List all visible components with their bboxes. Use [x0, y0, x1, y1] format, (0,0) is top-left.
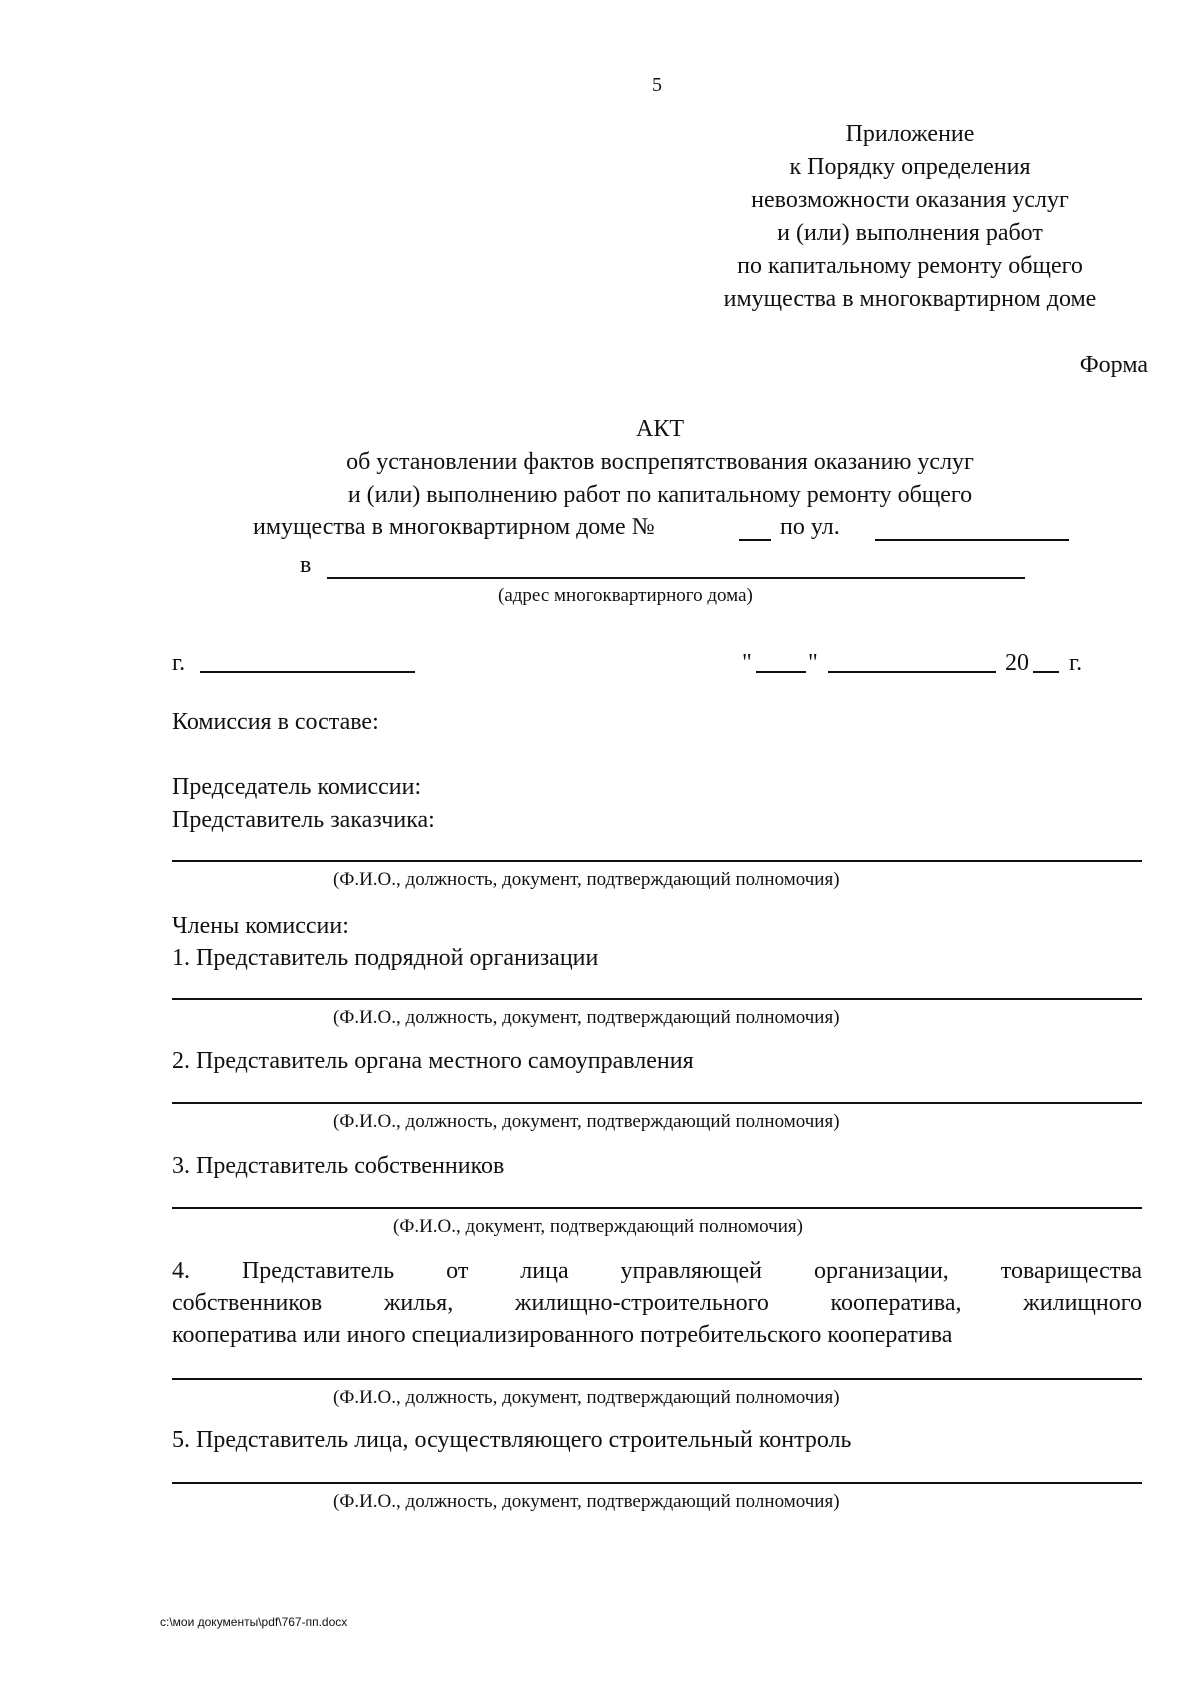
year-suffix: г.: [1069, 650, 1083, 676]
city-prefix: г.: [172, 650, 186, 676]
signature-hint: (Ф.И.О., должность, документ, подтверждающий полномочия): [333, 869, 840, 890]
act-title-line-house: имущества в многоквартирном доме №: [253, 514, 655, 540]
signature-hint-owners: (Ф.И.О., документ, подтверждающий полномочия): [393, 1216, 803, 1237]
member-5-blank[interactable]: [172, 1482, 1142, 1484]
address-blank[interactable]: [327, 577, 1025, 579]
chairman-label: Председатель комиссии:: [172, 774, 422, 800]
street-label: по ул.: [780, 514, 840, 540]
footer-file-path: c:\мои документы\pdf\767-пп.docx: [160, 1615, 348, 1629]
quote-close: ": [808, 650, 818, 676]
member-item-4-line: кооператива или иного специализированного потребительского кооператива: [172, 1322, 953, 1348]
house-number-blank[interactable]: [739, 539, 771, 541]
customer-rep-blank[interactable]: [172, 860, 1142, 862]
quote-open: ": [742, 650, 752, 676]
act-title-line: и (или) выполнению работ по капитальному ремонту общего: [347, 482, 973, 508]
customer-rep-label: Представитель заказчика:: [172, 807, 435, 833]
day-blank[interactable]: [756, 671, 806, 673]
page-number: 5: [652, 74, 662, 96]
city-blank[interactable]: [200, 671, 415, 673]
appendix-line: Приложение: [845, 121, 975, 147]
act-title: [200, 413, 1120, 512]
member-4-blank[interactable]: [172, 1378, 1142, 1380]
member-1-blank[interactable]: [172, 998, 1142, 1000]
appendix-line: по капитальному ремонту общего: [737, 253, 1083, 279]
act-heading: АКТ: [636, 416, 684, 442]
member-3-blank[interactable]: [172, 1207, 1142, 1209]
member-item-4-line: 4. Представитель от лица управляющей организации, товарищества: [172, 1258, 1142, 1284]
street-blank[interactable]: [875, 539, 1069, 541]
appendix-line: невозможности оказания услуг: [751, 187, 1069, 213]
form-label: Форма: [1079, 352, 1148, 378]
appendix-line: имущества в многоквартирном доме: [723, 286, 1097, 312]
member-item-1: 1. Представитель подрядной организации: [172, 945, 599, 971]
address-hint: (адрес многоквартирного дома): [498, 585, 753, 606]
city-in-label: в: [300, 552, 312, 578]
members-label: Члены комиссии:: [172, 913, 349, 939]
member-item-4-line: собственников жилья, жилищно-строительного кооператива, жилищного: [172, 1290, 1142, 1316]
member-item-5: 5. Представитель лица, осуществляющего строительный контроль: [172, 1427, 852, 1453]
act-title-line: об установлении фактов воспрепятствования оказанию услуг: [346, 449, 974, 475]
appendix-line: к Порядку определения: [789, 154, 1031, 180]
signature-hint: (Ф.И.О., должность, документ, подтверждающий полномочия): [333, 1491, 840, 1512]
signature-hint: (Ф.И.О., должность, документ, подтверждающий полномочия): [333, 1007, 840, 1028]
member-2-blank[interactable]: [172, 1102, 1142, 1104]
member-item-3: 3. Представитель собственников: [172, 1153, 505, 1179]
year-blank[interactable]: [1033, 671, 1059, 673]
appendix-line: и (или) выполнения работ: [777, 220, 1043, 246]
year-prefix: 20: [1005, 650, 1029, 676]
signature-hint: (Ф.И.О., должность, документ, подтверждающий полномочия): [333, 1387, 840, 1408]
appendix-block: [680, 118, 1140, 316]
signature-hint: (Ф.И.О., должность, документ, подтверждающий полномочия): [333, 1111, 840, 1132]
commission-intro: Комиссия в составе:: [172, 709, 379, 735]
month-blank[interactable]: [828, 671, 996, 673]
member-item-2: 2. Представитель органа местного самоуправления: [172, 1048, 694, 1074]
